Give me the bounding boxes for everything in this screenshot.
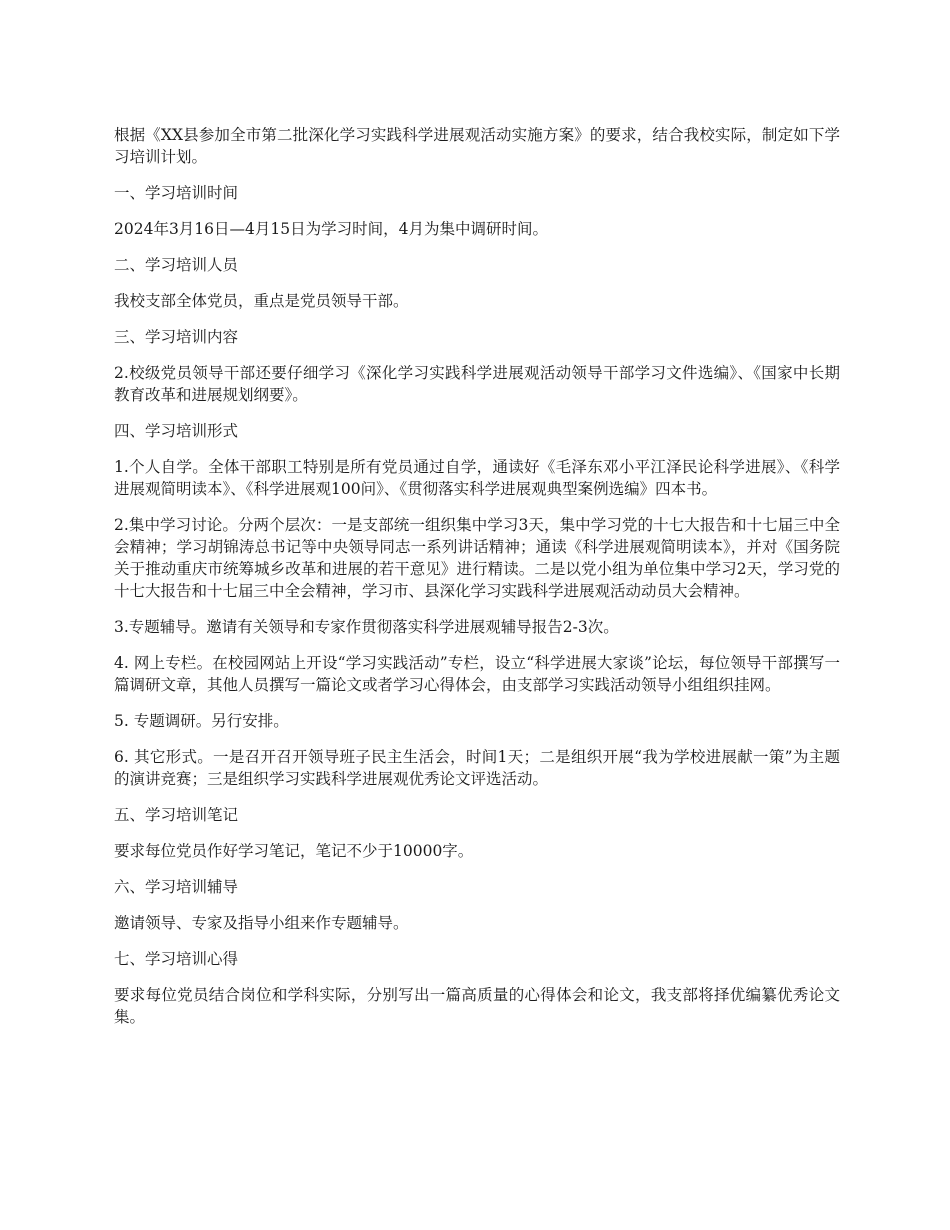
notes-paragraph: 要求每位党员作好学习笔记，笔记不少于10000字。	[114, 842, 474, 860]
content-paragraph: 2.校级党员领导干部还要仔细学习《深化学习实践科学进展观活动领导干部学习文件选编》、《国家中长期教育改革和进展规划纲要》。	[114, 364, 840, 404]
section-heading-content: 三、学习培训内容	[114, 328, 239, 346]
section-heading-notes: 五、学习培训笔记	[114, 806, 239, 824]
format-item-other: 6. 其它形式。一是召开召开领导班子民主生活会，时间1天；二是组织开展“我为学校进展献一策”为主题的演讲竞赛；三是组织学习实践科学进展观优秀论文评选活动。	[114, 748, 840, 788]
format-item-group-study: 2.集中学习讨论。分两个层次：一是支部统一组织集中学习3天，集中学习党的十七大报告和十七届三中全会精神；学习胡锦涛总书记等中央领导同志一系列讲话精神；通读《科学进展观简明读本》，并对《国务院关于推动重庆市统筹城乡改革和进展的若干意见》进行精读。二是以党小组为单位集中学习2天，学习党的十七大报告和十七届三中全会精神，学习市、县深化学习实践科学进展观活动动员大会精神。	[114, 516, 840, 600]
format-item-research: 5. 专题调研。另行安排。	[114, 712, 289, 730]
document-body	[114, 124, 840, 1042]
reflection-paragraph: 要求每位党员结合岗位和学科实际，分别写出一篇高质量的心得体会和论文，我支部将择优编纂优秀论文集。	[114, 986, 840, 1026]
section-heading-guidance: 六、学习培训辅导	[114, 878, 239, 896]
personnel-paragraph: 我校支部全体党员，重点是党员领导干部。	[114, 292, 409, 310]
format-item-lecture: 3.专题辅导。邀请有关领导和专家作贯彻落实科学进展观辅导报告2-3次。	[114, 618, 619, 636]
section-heading-personnel: 二、学习培训人员	[114, 256, 239, 274]
time-paragraph: 2024年3月16日—4月15日为学习时间，4月为集中调研时间。	[114, 220, 548, 238]
section-heading-time: 一、学习培训时间	[114, 184, 239, 202]
section-heading-format: 四、学习培训形式	[114, 422, 239, 440]
intro-paragraph: 根据《XX县参加全市第二批深化学习实践科学进展观活动实施方案》的要求，结合我校实际，制定如下学习培训计划。	[114, 126, 840, 166]
format-item-self-study: 1.个人自学。全体干部职工特别是所有党员通过自学，通读好《毛泽东邓小平江泽民论科学进展》、《科学进展观简明读本》、《科学进展观100问》、《贯彻落实科学进展观典型案例选编》四本书。	[114, 458, 840, 498]
section-heading-reflection: 七、学习培训心得	[114, 950, 239, 968]
guidance-paragraph: 邀请领导、专家及指导小组来作专题辅导。	[114, 914, 409, 932]
format-item-online-column: 4. 网上专栏。在校园网站上开设“学习实践活动”专栏，设立“科学进展大家谈”论坛，每位领导干部撰写一篇调研文章，其他人员撰写一篇论文或者学习心得体会，由支部学习实践活动领导小组组织挂网。	[114, 654, 840, 694]
